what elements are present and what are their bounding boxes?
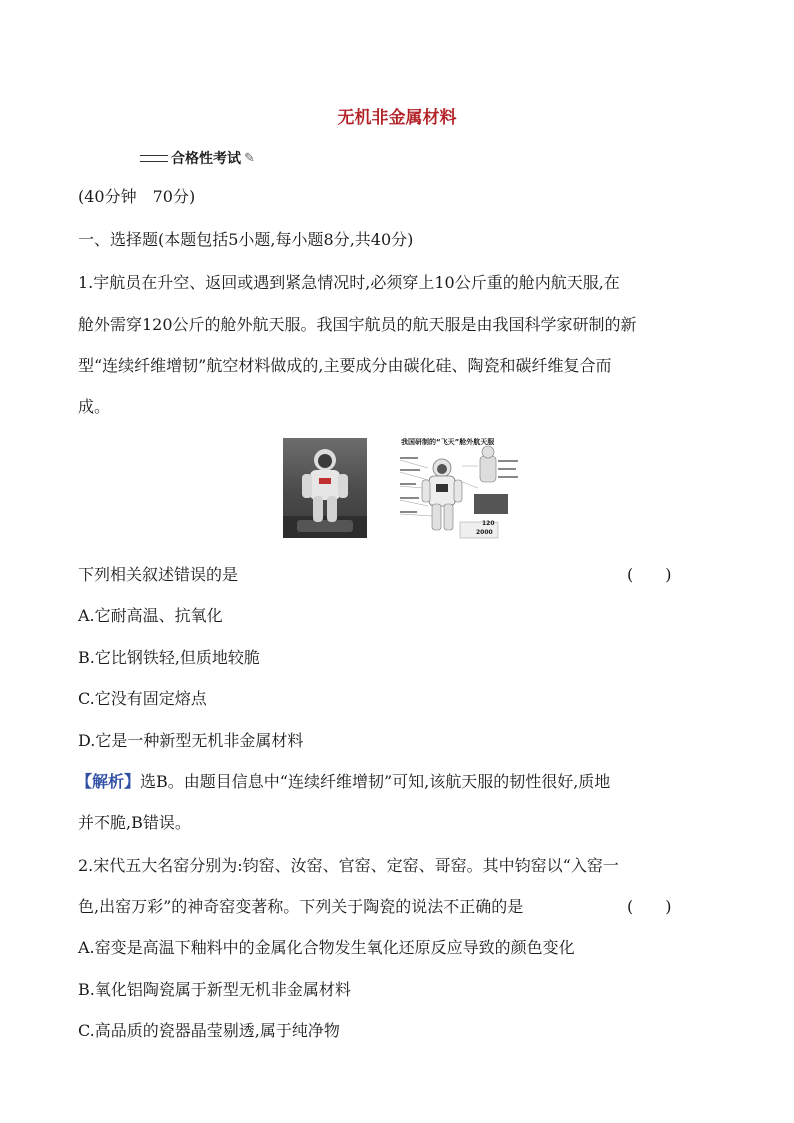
diagram-number-cost: 2000 [476, 529, 493, 536]
diagram-title: 我国研制的“飞天”舱外航天服 [401, 438, 495, 446]
diagram-number-weight: 120 [482, 520, 495, 527]
q1-option-b: B.它比钢铁轻,但质地较脆 [78, 648, 260, 667]
q2-option-c: C.高品质的瓷器晶莹剔透,属于纯净物 [78, 1021, 340, 1040]
q1-answer-paren: ( ) [627, 565, 672, 584]
exam-tag-text: 合格性考试 [171, 151, 241, 167]
time-score: (40分钟 70分) [78, 187, 196, 206]
spacesuit-diagram [398, 436, 522, 540]
q1-line-4: 成。 [78, 397, 111, 416]
double-rule-icon [140, 155, 168, 162]
q2-answer-paren: ( ) [627, 897, 672, 916]
q1-option-c: C.它没有固定熔点 [78, 689, 207, 708]
q2-line-1: 2.宋代五大名窑分别为:钧窑、汝窑、官窑、定窑、哥窑。其中钧窑以“入窑一 [78, 856, 619, 875]
q1-line-1: 1.宇航员在升空、返回或遇到紧急情况时,必须穿上10公斤重的舱内航天服,在 [78, 273, 620, 292]
q1-option-a: A.它耐高温、抗氧化 [78, 606, 223, 625]
analysis-text-1: 选B。由题目信息中“连续纤维增韧”可知,该航天服的韧性很好,质地 [140, 772, 611, 791]
q1-stem: 下列相关叙述错误的是 [78, 565, 239, 584]
exam-type-label [140, 148, 255, 168]
page-title: 无机非金属材料 [337, 108, 457, 128]
q2-line-2: 色,出窑万彩”的神奇窑变著称。下列关于陶瓷的说法不正确的是 [78, 897, 524, 916]
q1-line-2: 舱外需穿120公斤的舱外航天服。我国宇航员的航天服是由我国科学家研制的新 [78, 315, 637, 334]
astronaut-photo [283, 438, 367, 538]
analysis-label: 【解析】 [76, 772, 141, 791]
section-heading: 一、选择题(本题包括5小题,每小题8分,共40分) [78, 230, 414, 249]
q1-option-d: D.它是一种新型无机非金属材料 [78, 731, 304, 750]
pencil-icon: ✎ [244, 150, 255, 166]
q1-analysis-line-1 [76, 772, 610, 792]
q2-option-a: A.窑变是高温下釉料中的金属化合物发生氧化还原反应导致的颜色变化 [78, 938, 575, 957]
q1-line-3: 型“连续纤维增韧”航空材料做成的,主要成分由碳化硅、陶瓷和碳纤维复合而 [78, 356, 612, 375]
q1-analysis-line-2: 并不脆,B错误。 [78, 813, 191, 832]
q2-option-b: B.氧化铝陶瓷属于新型无机非金属材料 [78, 980, 351, 999]
